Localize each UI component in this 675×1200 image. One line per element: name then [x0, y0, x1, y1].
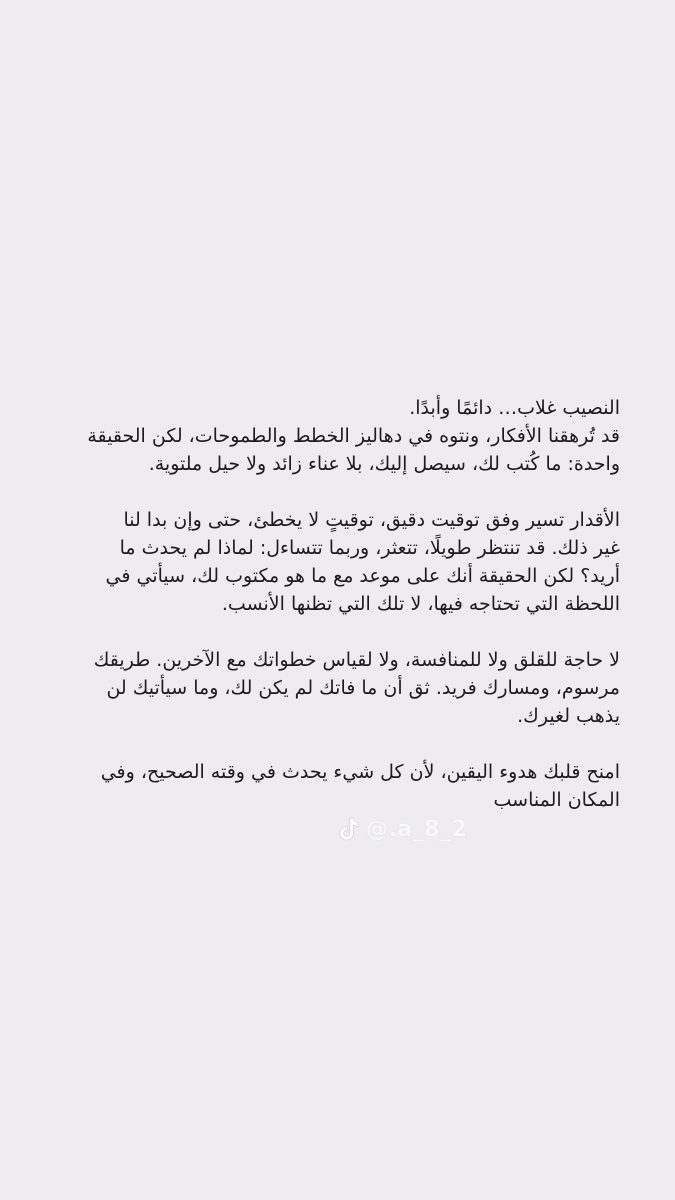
- text-line: غير ذلك. قد تنتظر طويلًا، تتعثر، وربما تتساءل: لماذا لم يحدث ما: [119, 537, 620, 559]
- paragraph-1: [58, 394, 620, 478]
- tiktok-icon: [338, 816, 360, 842]
- text-line: امنح قلبك هدوء اليقين، لأن كل شيء يحدث في وقته الصحيح، وفي: [100, 761, 620, 783]
- text-line: يذهب لغيرك.: [517, 705, 620, 727]
- text-line: أريد؟ لكن الحقيقة أنك على موعد مع ما هو مكتوب لك، سيأتي في: [105, 565, 620, 587]
- text-line: النصيب غلاب… دائمًا وأبدًا.: [409, 397, 620, 419]
- paragraph-2: [58, 506, 620, 618]
- text-line: مرسوم، ومسارك فريد. ثق أن ما فاتك لم يكن لك، وما سيأتيك لن: [106, 677, 620, 699]
- text-line: اللحظة التي تحتاجه فيها، لا تلك التي تظنها الأنسب.: [221, 593, 620, 615]
- paragraph-3: [58, 646, 620, 730]
- tiktok-watermark: [338, 813, 467, 845]
- paragraph-4: [58, 758, 620, 814]
- quote-text-block: [58, 394, 620, 814]
- text-line: المكان المناسب: [493, 789, 620, 811]
- watermark-handle: @.a_8_2: [366, 816, 468, 842]
- text-line: الأقدار تسير وفق توقيت دقيق، توقيتٍ لا يخطئ، حتى وإن بدا لنا: [123, 509, 620, 531]
- text-line: قد تُرهقنا الأفكار، ونتوه في دهاليز الخطط والطموحات، لكن الحقيقة: [87, 425, 620, 447]
- text-line: لا حاجة للقلق ولا للمنافسة، ولا لقياس خطواتك مع الآخرين. طريقك: [93, 649, 620, 671]
- text-line: واحدة: ما كُتب لك، سيصل إليك، بلا عناء زائد ولا حيل ملتوية.: [148, 453, 620, 475]
